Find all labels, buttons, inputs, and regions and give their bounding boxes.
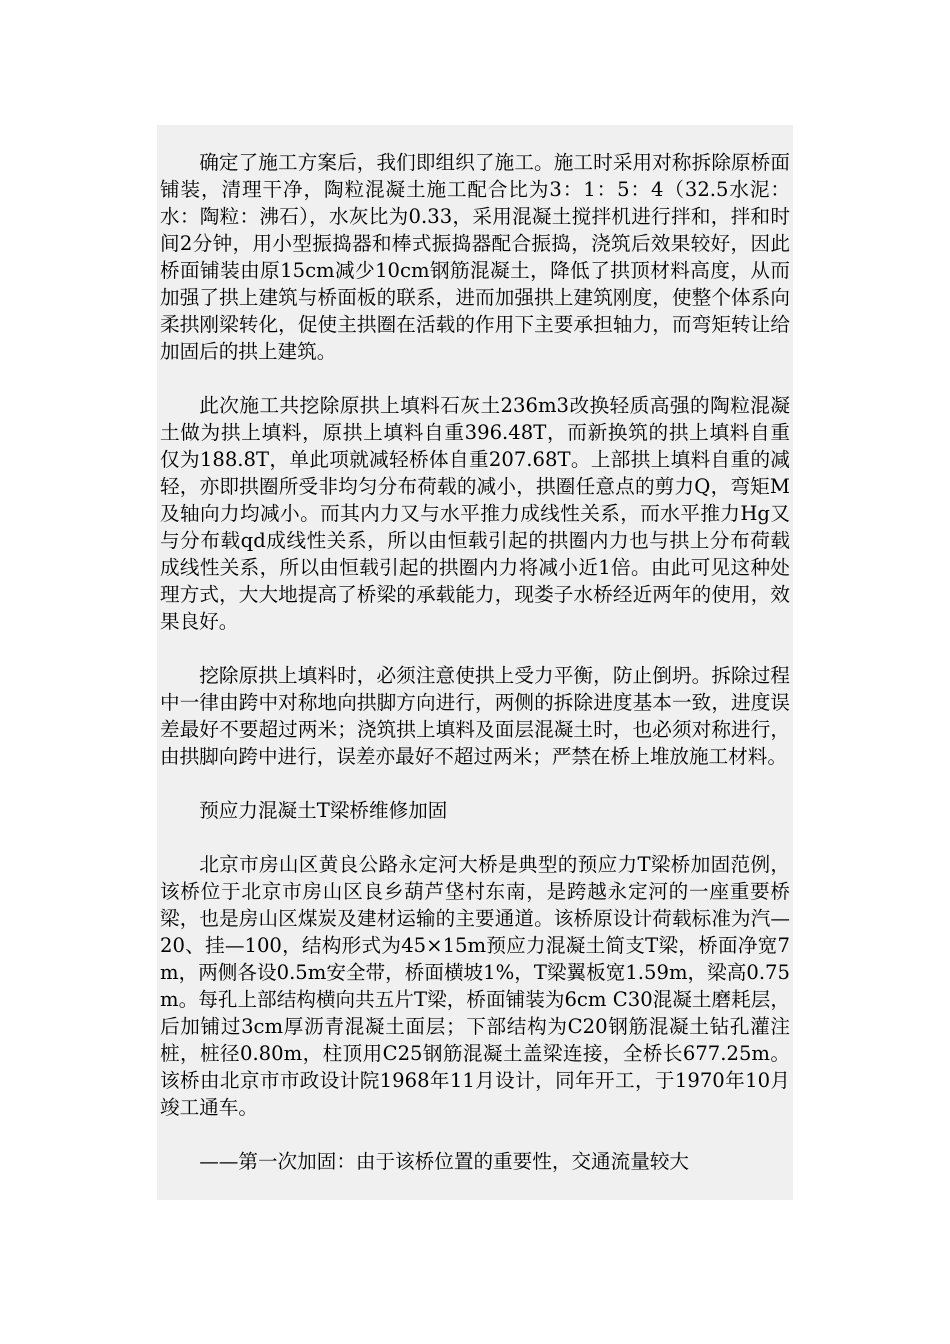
paragraph-bridge-description: 北京市房山区黄良公路永定河大桥是典型的预应力T梁桥加固范例，该桥位于北京市房山区良乡葫芦垡村东南，是跨越永定河的一座重要桥梁，也是房山区煤炭及建材运输的主要通道。该桥原设计荷载标准为汽—20、挂—100，结构形式为45×15m预应力混凝土简支T梁，桥面净宽7m，两侧各设0.5m安全带，桥面横坡1%，T梁翼板宽1.59m，梁高0.75m。每孔上部结构横向共五片T梁，桥面铺装为6cm C30混凝土磨耗层，后加铺过3cm厚沥青混凝土面层；下部结构为C20钢筋混凝土钻孔灌注桩，桩径0.80m，柱顶用C25钢筋混凝土盖梁连接，全桥长677.25m。该桥由北京市市政设计院1968年11月设计，同年开工，于1970年10月竣工通车。	[160, 853, 790, 1119]
paragraph-excavation-caution: 挖除原拱上填料时，必须注意使拱上受力平衡，防止倒坍。拆除过程中一律由跨中对称地向拱脚方向进行，两侧的拆除进度基本一致，进度误差最好不要超过两米；浇筑拱上填料及面层混凝土时，也必须对称进行，由拱脚向跨中进行，误差亦最好不超过两米；严禁在桥上堆放施工材料。	[160, 664, 790, 768]
paragraph-construction-method: 确定了施工方案后，我们即组织了施工。施工时采用对称拆除原桥面铺装，清理干净，陶粒混凝土施工配合比为3：1：5：4（32.5水泥：水：陶粒：沸石），水灰比为0.33，采用混凝土搅拌机进行拌和，拌和时间2分钟，用小型振捣器和棒式振捣器配合振捣，浇筑后效果较好，因此桥面铺装由原15cm减少10cm钢筋混凝土，降低了拱顶材料高度，从而加强了拱上建筑与桥面板的联系，进而加强拱上建筑刚度，使整个体系向柔拱刚梁转化，促使主拱圈在活载的作用下主要承担轴力，而弯矩转让给加固后的拱上建筑。	[160, 151, 790, 363]
document-page	[157, 125, 793, 1200]
paragraph-first-reinforcement: ——第一次加固：由于该桥位置的重要性，交通流量较大	[199, 1150, 690, 1173]
document-body	[160, 149, 790, 1200]
paragraph-fill-replacement: 此次施工共挖除原拱上填料石灰土236m3改换轻质高强的陶粒混凝土做为拱上填料，原拱上填料自重396.48T，而新换筑的拱上填料自重仅为188.8T，单此项就减轻桥体自重207.68T。上部拱上填料自重的减轻，亦即拱圈所受非均匀分布荷载的减小，拱圈任意点的剪力Q，弯矩M及轴向力均减小。而其内力又与水平推力成线性关系，而水平推力Hg又与分布载qd成线性关系，所以由恒载引起的拱圈内力也与拱上分布荷载成线性关系，所以由恒载引起的拱圈内力将减小近1倍。由此可见这种处理方式，大大地提高了桥梁的承载能力，现娄子水桥经近两年的使用，效果良好。	[160, 394, 790, 633]
section-heading: 预应力混凝土T梁桥维修加固	[199, 799, 448, 822]
